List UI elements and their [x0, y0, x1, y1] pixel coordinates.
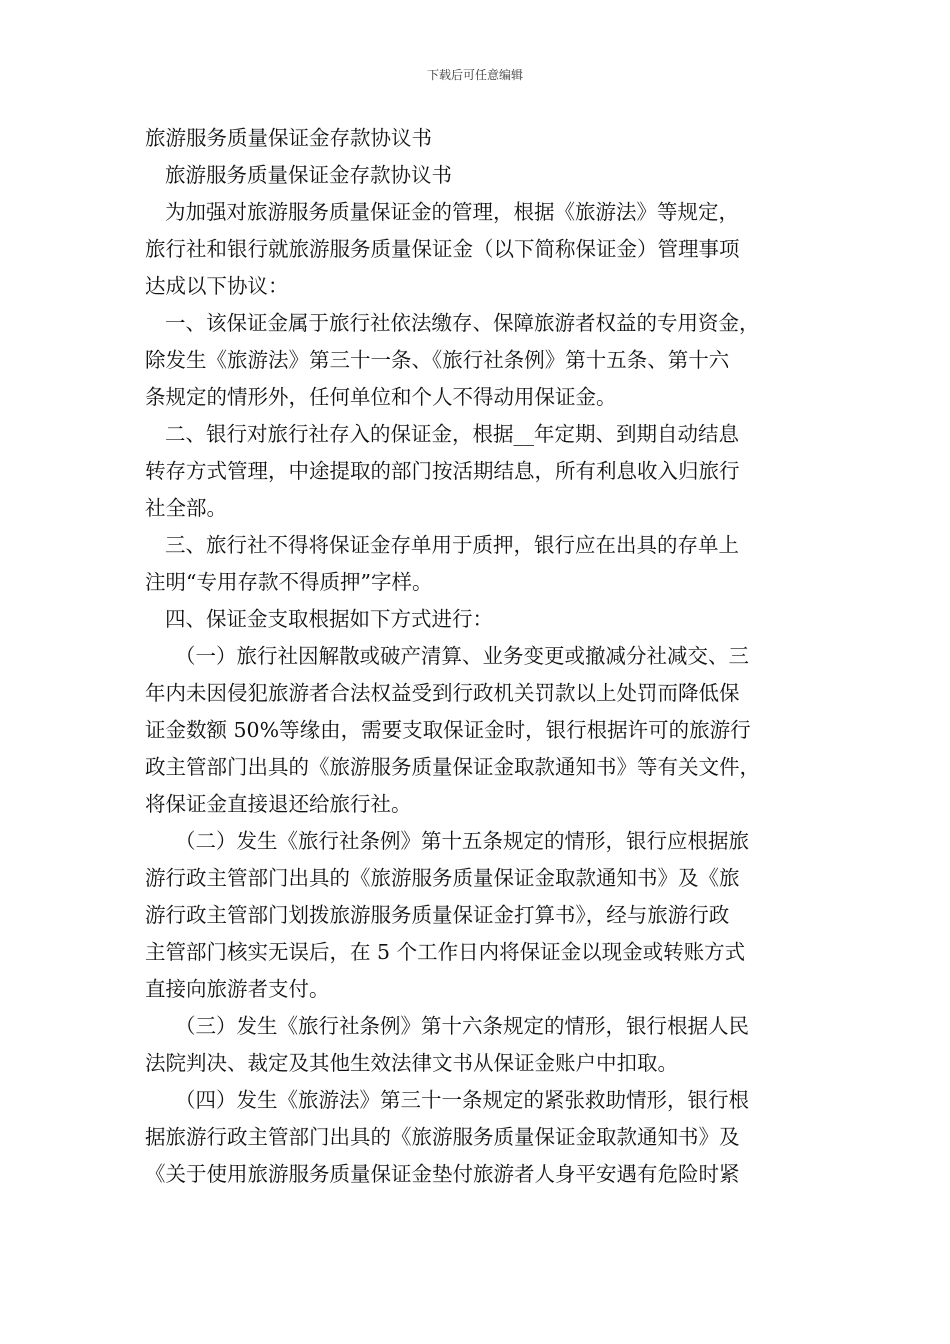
- paragraph-line: 法院判决、裁定及其他生效法律文书从保证金账户中扣取。: [145, 1051, 678, 1075]
- paragraph-line: 注明“专用存款不得质押”字样。: [145, 570, 433, 594]
- paragraph-line: 直接向旅游者支付。: [145, 977, 330, 1001]
- paragraph-line: 旅行社和银行就旅游服务质量保证金（以下简称保证金）管理事项: [145, 237, 740, 261]
- paragraph-line: 《关于使用旅游服务质量保证金垫付旅游者人身平安遇有危险时紧: [145, 1162, 740, 1186]
- paragraph-line: 主管部门核实无误后，在 5 个工作日内将保证金以现金或转账方式: [145, 940, 746, 964]
- paragraph-line: 社全部。: [145, 496, 227, 520]
- paragraph-line: 游行政主管部门出具的《旅游服务质量保证金取款通知书》及《旅: [145, 866, 740, 890]
- paragraph-line: 二、银行对旅行社存入的保证金，根据__年定期、到期自动结息: [165, 422, 739, 446]
- paragraph-line: 政主管部门出具的《旅游服务质量保证金取款通知书》等有关文件，: [145, 755, 760, 779]
- paragraph-line: （二）发生《旅行社条例》第十五条规定的情形，银行应根据旅: [175, 829, 749, 853]
- paragraph-line: 三、旅行社不得将保证金存单用于质押，银行应在出具的存单上: [165, 533, 739, 557]
- document-body: [145, 120, 825, 1193]
- paragraph-line: 除发生《旅游法》第三十一条、《旅行社条例》第十五条、第十六: [145, 348, 730, 372]
- paragraph-line: 一、该保证金属于旅行社依法缴存、保障旅游者权益的专用资金，: [165, 311, 760, 335]
- paragraph-line: 将保证金直接退还给旅行社。: [145, 792, 412, 816]
- paragraph-line: （一）旅行社因解散或破产清算、业务变更或撤减分社减交、三: [175, 644, 749, 668]
- document-subtitle: 旅游服务质量保证金存款协议书: [165, 163, 452, 187]
- paragraph-line: 达成以下协议：: [145, 274, 289, 298]
- paragraph-line: 条规定的情形外，任何单位和个人不得动用保证金。: [145, 385, 617, 409]
- paragraph-line: 证金数额 50%等缘由，需要支取保证金时，银行根据许可的旅游行: [145, 718, 751, 742]
- paragraph-line: 转存方式管理，中途提取的部门按活期结息，所有利息收入归旅行: [145, 459, 740, 483]
- paragraph-line: 为加强对旅游服务质量保证金的管理，根据《旅游法》等规定，: [165, 200, 739, 224]
- paragraph-line: 年内未因侵犯旅游者合法权益受到行政机关罚款以上处罚而降低保: [145, 681, 740, 705]
- paragraph-line: （四）发生《旅游法》第三十一条规定的紧张救助情形，银行根: [175, 1088, 749, 1112]
- paragraph-line: 四、保证金支取根据如下方式进行：: [165, 607, 493, 631]
- paragraph-line: （三）发生《旅行社条例》第十六条规定的情形，银行根据人民: [175, 1014, 749, 1038]
- paragraph-line: 游行政主管部门划拨旅游服务质量保证金打算书》，经与旅游行政: [145, 903, 730, 927]
- document-title: 旅游服务质量保证金存款协议书: [145, 126, 432, 150]
- paragraph-line: 据旅游行政主管部门出具的《旅游服务质量保证金取款通知书》及: [145, 1125, 740, 1149]
- page-header-note: 下载后可任意编辑: [426, 68, 523, 82]
